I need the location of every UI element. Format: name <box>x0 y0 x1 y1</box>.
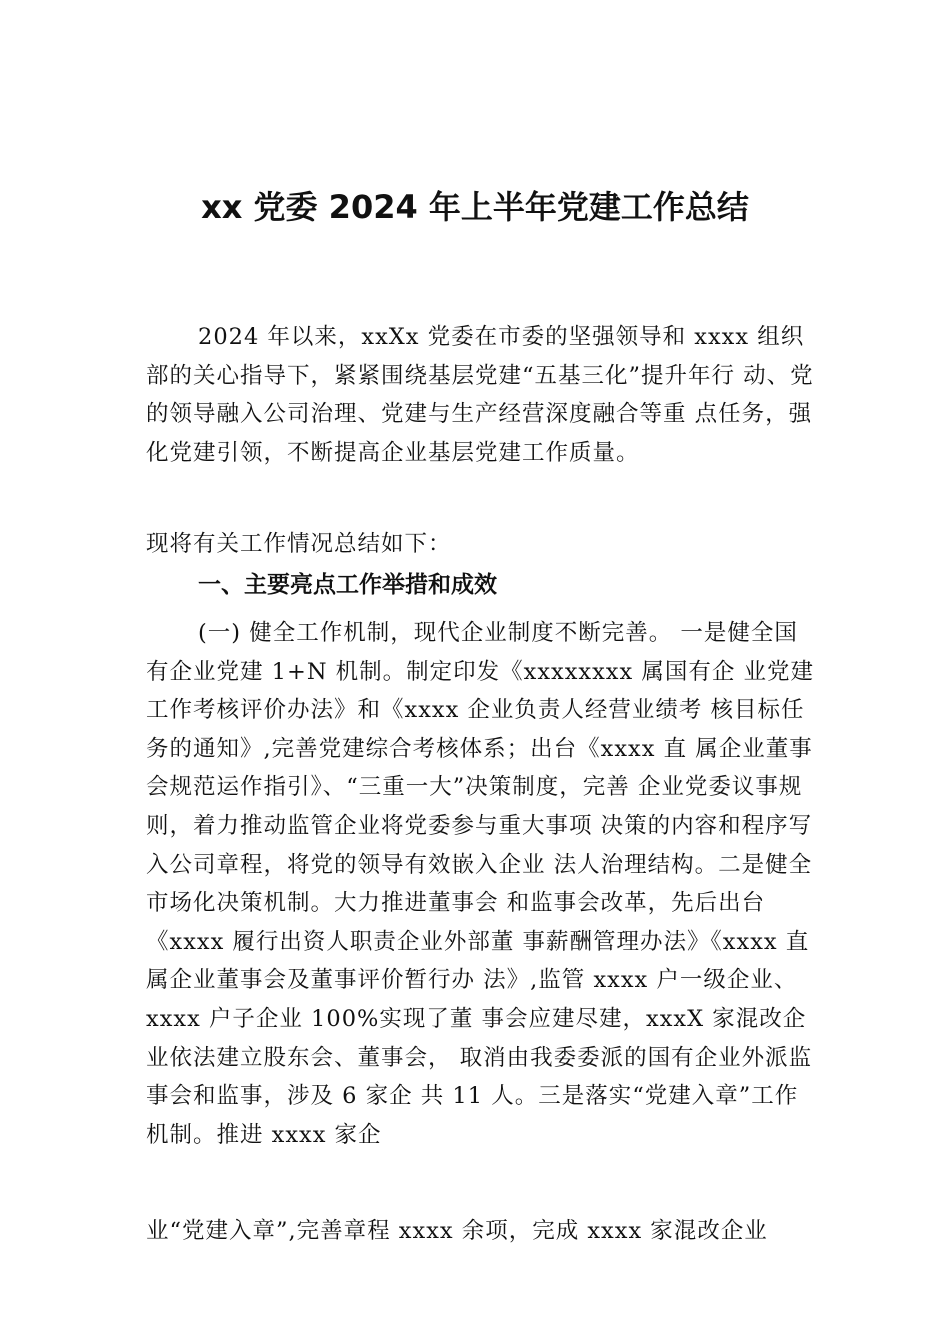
section-paragraph: (一) 健全工作机制，现代企业制度不断完善。 一是健全国有企业党建 1+N 机制。制定印发《xxxxxxxx 属国有企 业党建工作考核评价办法》和《xxxx 企业负责人经营业绩考 核目标任务的通知》,完善党建综合考核体系；出台《xxxx 直 属企业董事会规范运作指引》、“三重一大”决策制度，完善 企业党委议事规则，着力推动监管企业将党委参与重大事项 决策的内容和程序写入公司章程，将党的领导有效嵌入企业 法人治理结构。二是健全市场化决策机制。大力推进董事会 和监事会改革，先后出台《xxxx 履行出资人职责企业外部董 事薪酬管理办法》《xxxx 直属企业董事会及董事评价暂行办 法》,监管 xxxx 户一级企业、xxxx 户子企业 100%实现了董 事会应建尽建，xxxX 家混改企业依法建立股东会、董事会， 取消由我委委派的国有企业外派监事会和监事，涉及 6 家企 共 11 人。三是落实“党建入章”工作机制。推进 xxxx 家企 <box>146 620 814 1148</box>
continuation-paragraph: 业“党建入章”,完善章程 xxxx 余项，完成 xxxx 家混改企业 <box>146 1218 768 1244</box>
section-heading: 一、主要亮点工作举措和成效 <box>198 572 497 598</box>
summary-lead: 现将有关工作情况总结如下： <box>146 531 452 557</box>
document-title: xx 党委 2024 年上半年党建工作总结 <box>201 188 749 226</box>
intro-paragraph: 2024 年以来，xxXx 党委在市委的坚强领导和 xxxx 组织 部的关心指导下，紧紧围绕基层党建“五基三化”提升年行 动、党的领导融入公司治理、党建与生产经营深度融合等重 点任务，强化党建引领，不断提高企业基层党建工作质量。 <box>146 324 814 466</box>
